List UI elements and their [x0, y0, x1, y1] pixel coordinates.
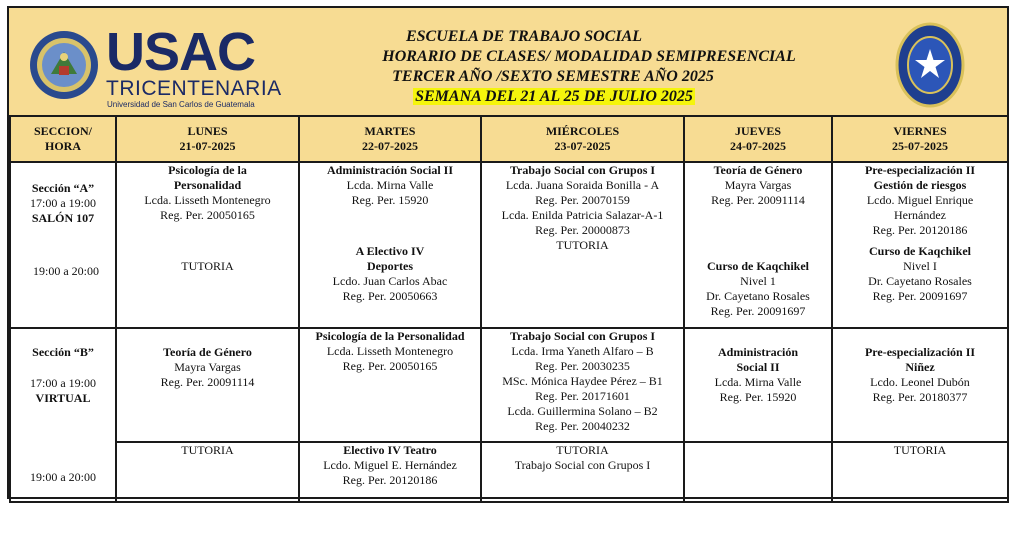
day-header-tuesday [299, 116, 481, 162]
hour-header-label: HORA [45, 139, 81, 153]
teacher-name-a1: Lcda. Enilda Patricia Salazar-A-1 [501, 208, 664, 222]
section-b-time2: 19:00 a 20:00 [30, 470, 96, 484]
course-name: Administración Social II [326, 163, 453, 177]
teacher-reg: Reg. Per. 20091114 [711, 193, 805, 207]
a-thursday-cell [684, 162, 832, 328]
university-name: Universidad de San Carlos de Guatemala [107, 100, 255, 109]
course-subtitle: Niñez [905, 360, 935, 374]
teacher-reg: Reg. Per. 20091114 [160, 375, 255, 389]
b-thursday-late-cell [684, 442, 832, 502]
a-monday-cell [116, 162, 299, 328]
usac-logo [106, 22, 282, 114]
section-b-label: Sección “B” [32, 345, 94, 359]
b-friday-late-cell [832, 442, 1008, 502]
day-date: 21-07-2025 [179, 139, 236, 153]
course-name: Trabajo Social con Grupos I [509, 163, 656, 177]
day-name: MARTES [364, 124, 416, 138]
tutoria-label: TUTORIA [893, 443, 947, 457]
section-hour-header [10, 116, 116, 162]
day-date: 24-07-2025 [730, 139, 786, 153]
teacher-reg-b: Reg. Per. 20030235 [535, 359, 630, 373]
tutoria-label: TUTORIA [181, 443, 234, 457]
course-name: Trabajo Social con Grupos I [509, 329, 656, 343]
teacher-name-b: Lcda. Irma Yaneth Alfaro – B [511, 344, 654, 358]
section-a-label: Sección “A” [31, 181, 95, 195]
teacher-name: Mayra Vargas [724, 178, 792, 192]
elective-reg: Reg. Per. 20120186 [342, 473, 438, 487]
day-header-friday [832, 116, 1008, 162]
section-b-time1: 17:00 a 19:00 [30, 376, 96, 390]
teacher-name: Lcda. Mirna Valle [346, 178, 434, 192]
tutoria-label: TUTORIA [181, 259, 234, 273]
section-a-room: SALÓN 107 [31, 211, 95, 225]
day-name: VIERNES [893, 124, 947, 138]
teacher-name-cont: Hernández [894, 208, 946, 222]
elective-name: A Electivo IV [355, 244, 425, 258]
kaqchikel-reg: Reg. Per. 20091697 [710, 304, 806, 318]
course-name-cont: Personalidad [173, 178, 242, 192]
day-header-thursday [684, 116, 832, 162]
day-date: 23-07-2025 [554, 139, 611, 153]
a-friday-cell [832, 162, 1008, 328]
elective-reg: Reg. Per. 20050663 [342, 289, 438, 303]
course-name-cont: Social II [736, 360, 780, 374]
teacher-name: Lcda. Mirna Valle [714, 375, 802, 389]
course-name: Psicología de la [168, 163, 247, 177]
year-title: TERCER AÑO /SEXTO SEMESTRE AÑO 2025 [392, 68, 714, 85]
a-tuesday-cell [299, 162, 481, 328]
teacher-name: Lcdo. Leonel Dubón [870, 375, 970, 389]
b-tuesday-cell [299, 328, 481, 442]
kaqchikel-level: Nivel I [903, 259, 937, 273]
section-a-time1: 17:00 a 19:00 [30, 196, 96, 210]
kaqchikel-reg: Reg. Per. 20091697 [872, 289, 968, 303]
teacher-reg-b1: Reg. Per. 20171601 [535, 389, 630, 403]
b-monday-late-cell [116, 442, 299, 502]
elective-name-cont: Deportes [367, 259, 413, 273]
section-b-late-row [10, 442, 1008, 502]
header-row [10, 116, 1008, 162]
section-b-row [10, 328, 1008, 442]
b-wednesday-late-cell [481, 442, 684, 502]
school-title: ESCUELA DE TRABAJO SOCIAL [405, 28, 643, 45]
course-name: Administración [717, 345, 798, 359]
teacher-reg: Reg. Per. 20050165 [160, 208, 255, 222]
usac-wordmark: USAC [106, 22, 256, 82]
section-b-room: VIRTUAL [35, 391, 91, 405]
day-date: 22-07-2025 [362, 139, 418, 153]
teacher-name: Lcda. Lisseth Montenegro [326, 344, 454, 358]
teacher-reg-b2: Reg. Per. 20040232 [535, 419, 630, 433]
section-a-row [10, 162, 1008, 328]
section-header-label: SECCION/ [33, 124, 92, 138]
tricentenaria-text: TRICENTENARIA [106, 77, 282, 100]
schedule-title: HORARIO DE CLASES/ MODALIDAD SEMIPRESENCIAL [382, 48, 796, 65]
course-subtitle: Gestión de riesgos [873, 178, 967, 192]
kaqchikel-level: Nivel 1 [740, 274, 776, 288]
course-name: Teoría de Género [713, 163, 803, 177]
course-name: Pre-especialización II [864, 345, 976, 359]
tutoria-course: Trabajo Social con Grupos I [514, 458, 651, 472]
kaqchikel-teacher: Dr. Cayetano Rosales [706, 289, 810, 303]
course-name: Pre-especialización II [864, 163, 976, 177]
teacher-name: Lcdo. Miguel Enrique [866, 193, 974, 207]
kaqchikel-course: Curso de Kaqchikel [706, 259, 809, 273]
teacher-name: Mayra Vargas [174, 360, 241, 374]
teacher-reg: Reg. Per. 15920 [719, 390, 797, 404]
b-friday-cell [832, 328, 1008, 442]
teacher-reg: Reg. Per. 20120186 [872, 223, 968, 237]
school-seal-icon [895, 22, 965, 108]
teacher-reg-a: Reg. Per. 20070159 [535, 193, 630, 207]
day-header-wednesday [481, 116, 684, 162]
b-thursday-cell [684, 328, 832, 442]
elective-name: Electivo IV Teatro [343, 443, 437, 457]
day-name: JUEVES [734, 124, 781, 138]
teacher-name-b1: MSc. Mónica Haydee Pérez – B1 [502, 374, 663, 388]
kaqchikel-course: Curso de Kaqchikel [868, 244, 971, 258]
day-name: LUNES [187, 124, 228, 138]
course-name: Teoría de Género [163, 345, 252, 359]
day-date: 25-07-2025 [892, 139, 948, 153]
tutoria-label: TUTORIA [556, 238, 609, 252]
teacher-name-a: Lcda. Juana Soraida Bonilla - A [505, 178, 660, 192]
header-banner [9, 8, 1007, 115]
schedule-table [9, 115, 1009, 503]
section-a-time2: 19:00 a 20:00 [33, 264, 99, 278]
university-seal-icon [29, 30, 99, 100]
elective-teacher: Lcdo. Miguel E. Hernández [323, 458, 457, 472]
teacher-reg: Reg. Per. 20180377 [872, 390, 968, 404]
teacher-name: Lcda. Lisseth Montenegro [144, 193, 271, 207]
tutoria-label: TUTORIA [556, 443, 609, 457]
b-tuesday-late-cell [299, 442, 481, 502]
week-highlight: SEMANA DEL 21 AL 25 DE JULIO 2025 [415, 88, 693, 105]
teacher-name-b2: Lcda. Guillermina Solano – B2 [507, 404, 658, 418]
a-wednesday-cell [481, 162, 684, 328]
b-monday-cell [116, 328, 299, 442]
elective-teacher: Lcdo. Juan Carlos Abac [332, 274, 448, 288]
teacher-reg: Reg. Per. 15920 [351, 193, 429, 207]
teacher-reg-a1: Reg. Per. 20000873 [535, 223, 630, 237]
day-header-monday [116, 116, 299, 162]
day-name: MIÉRCOLES [545, 124, 620, 138]
section-a-info [10, 162, 116, 328]
course-name: Psicología de la Personalidad [315, 329, 465, 343]
section-b-info [10, 328, 116, 502]
schedule-frame [7, 6, 1009, 499]
kaqchikel-teacher: Dr. Cayetano Rosales [868, 274, 972, 288]
schedule-titles [299, 27, 799, 107]
teacher-reg: Reg. Per. 20050165 [342, 359, 438, 373]
week-title [309, 87, 799, 107]
b-wednesday-cell [481, 328, 684, 442]
